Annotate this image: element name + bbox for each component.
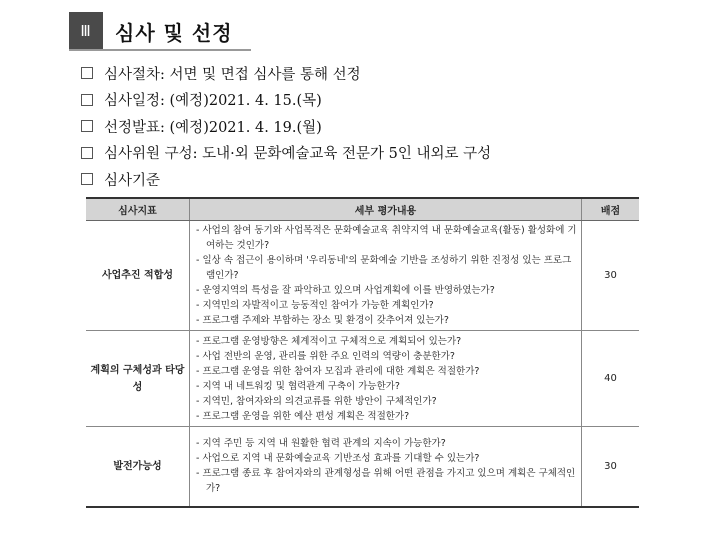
detail-item: - 사업 전반의 운영, 관리를 위한 주요 인력의 역량이 충분한가?: [196, 349, 577, 364]
list-item: [81, 60, 491, 87]
bullet-text: 선정발표: (예정)2021. 4. 19.(월): [104, 119, 322, 136]
detail-item: - 운영지역의 특성을 잘 파악하고 있으며 사업계획에 이를 반영하였는가?: [196, 283, 577, 298]
header-indicator: 심사지표: [86, 198, 190, 221]
table-header-row: [86, 198, 639, 221]
detail-item: - 프로그램 운영을 위한 예산 편성 계획은 적절한가?: [196, 409, 577, 424]
criteria-table: [86, 197, 639, 508]
detail-item: - 일상 속 접근이 용이하며 '우리동네'의 문화예술 기반을 조성하기 위한 진정성 있는 프로그램인가?: [196, 253, 577, 283]
score-cell: 30: [582, 427, 640, 507]
table-row: [86, 427, 639, 507]
list-item: [81, 113, 491, 140]
detail-item: - 프로그램 주제와 부합하는 장소 및 환경이 갖추어져 있는가?: [196, 313, 577, 328]
info-list: [81, 60, 491, 193]
header-details: 세부 평가내용: [190, 198, 582, 221]
detail-item: - 사업으로 지역 내 문화예술교육 기반조성 효과를 기대할 수 있는가?: [196, 451, 577, 466]
detail-item: - 프로그램 운영을 위한 참여자 모집과 관리에 대한 계획은 적절한가?: [196, 364, 577, 379]
list-item: [81, 166, 491, 193]
square-bullet-icon: [81, 94, 93, 106]
section-number-badge: Ⅲ: [69, 12, 103, 50]
indicator-cell: 계획의 구체성과 타당성: [86, 331, 190, 427]
bullet-text: 심사위원 구성: 도내·외 문화예술교육 전문가 5인 내외로 구성: [104, 146, 492, 163]
score-cell: 40: [582, 331, 640, 427]
detail-item: - 지역민의 자발적이고 능동적인 참여가 가능한 계획인가?: [196, 298, 577, 313]
square-bullet-icon: [81, 67, 93, 79]
section-header: [69, 12, 233, 50]
indicator-cell: 발전가능성: [86, 427, 190, 507]
section-title: 심사 및 선정: [115, 20, 233, 45]
bullet-text: 심사절차: 서면 및 면접 심사를 통해 선정: [104, 66, 361, 83]
square-bullet-icon: [81, 173, 93, 185]
detail-item: - 프로그램 종료 후 참여자와의 관계형성을 위해 어떤 관점을 가지고 있으며 계획은 구체적인가?: [196, 466, 577, 496]
details-cell: [190, 427, 582, 507]
detail-item: - 사업의 참여 동기와 사업목적은 문화예술교육 취약지역 내 문화예술교육(활동) 활성화에 기여하는 것인가?: [196, 223, 577, 253]
header-score: 배점: [582, 198, 640, 221]
square-bullet-icon: [81, 147, 93, 159]
table-row: [86, 221, 639, 331]
table-row: [86, 331, 639, 427]
bullet-text: 심사일정: (예정)2021. 4. 15.(목): [104, 93, 322, 110]
list-item: [81, 140, 491, 167]
detail-item: - 지역민, 참여자와의 의견교류를 위한 방안이 구체적인가?: [196, 394, 577, 409]
detail-item: - 프로그램 운영방향은 체계적이고 구체적으로 계획되어 있는가?: [196, 334, 577, 349]
indicator-cell: 사업추진 적합성: [86, 221, 190, 331]
detail-item: - 지역 내 네트워킹 및 협력관계 구축이 가능한가?: [196, 379, 577, 394]
section-underline: [69, 49, 251, 51]
list-item: [81, 87, 491, 114]
square-bullet-icon: [81, 120, 93, 132]
bullet-text: 심사기준: [104, 172, 161, 189]
details-cell: [190, 331, 582, 427]
score-cell: 30: [582, 221, 640, 331]
detail-item: - 지역 주민 등 지역 내 원활한 협력 관계의 지속이 가능한가?: [196, 436, 577, 451]
details-cell: [190, 221, 582, 331]
